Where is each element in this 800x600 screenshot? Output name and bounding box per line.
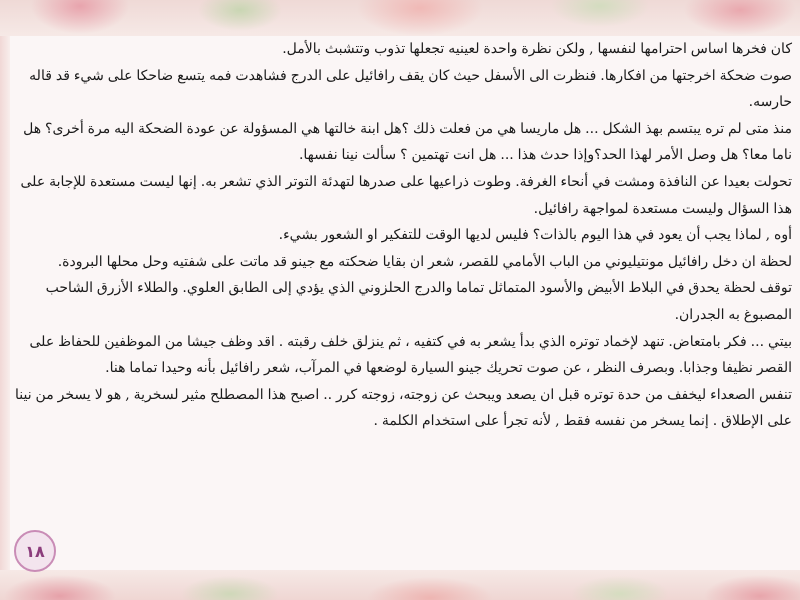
paragraph: صوت ضحكة اخرجتها من افكارها. فنظرت الى الأسفل حيث كان يقف رافائيل على الدرج فشاهدت فمه يتسع ضاحكا على شيء قد قاله حارسه. <box>29 67 792 111</box>
page-number-badge: ١٨ <box>14 530 56 572</box>
paragraph: توقف لحظة يحدق في البلاط الأبيض والأسود المتماثل تماما والدرج الحلزوني الذي يؤدي إلى الطابق العلوي. والطلاء الأزرق الشاحب المصبوغ به الجدران. <box>45 280 792 323</box>
page-border-left <box>0 36 10 570</box>
paragraph: منذ متى لم تره يبتسم بهذ الشكل ... هل ماريسا هي من فعلت ذلك ؟هل ابنة خالتها هي المسؤولة عن عودة الضحكة اليه مرة أخرى؟ هل ناما معا؟ هل وصل الأمر لهذا الحد؟وإذا حدث هذا ... هل انت تهتمين ؟ سألت نينا نفسها. <box>23 120 792 164</box>
floral-border-bottom <box>0 570 800 600</box>
paragraph: بيتي ... فكر بامتعاض. تنهد لإخماد توتره الذي بدأ يشعر به في كتفيه ، ثم ينزلق خلف رقبته . اقد وظف جيشا من الموظفين للحفاظ على القصر نظيفا وجذابا. وبصرف النظر ، عن صوت تحريك جينو السيارة لوضعها في المرآب، شعر رافائيل بأنه وحيدا تماما هنا. <box>29 333 792 377</box>
paragraph: تحولت بعيدا عن النافذة ومشت في أنحاء الغرفة. وطوت ذراعيها على صدرها لتهدئة التوتر الذي تشعر به. إنها ليست مستعدة للإجابة على هذا السؤال وليست مستعدة لمواجهة رافائيل. <box>20 173 792 217</box>
paragraph: أوه , لماذا يجب أن يعود في هذا اليوم بالذات؟ فليس لديها الوقت للتفكير او الشعور بشيء. <box>278 227 792 244</box>
paragraph: لحظة ان دخل رافائيل مونتيليوني من الباب الأمامي للقصر، شعر ان بقايا ضحكته مع جينو قد ماتت على شفتيه وحل محلها البرودة. <box>57 253 792 270</box>
page-text <box>12 36 792 435</box>
paragraph: كان فخرها اساس احترامها لنفسها , ولكن نظرة واحدة لعينيه تجعلها تذوب وتتشبث بالأمل. <box>282 41 792 57</box>
floral-border-top <box>0 0 800 36</box>
paragraph: تنفس الصعداء ليخفف من حدة توتره قبل ان يصعد ويبحث عن زوجته، زوجته كرر .. اصبح هذا المصطلح مثير لسخرية , هو لا يسخر من نينا على الإطلاق . إنما يسخر من نفسه فقط , لأنه تجرأ على استخدام الكلمة . <box>14 386 792 430</box>
